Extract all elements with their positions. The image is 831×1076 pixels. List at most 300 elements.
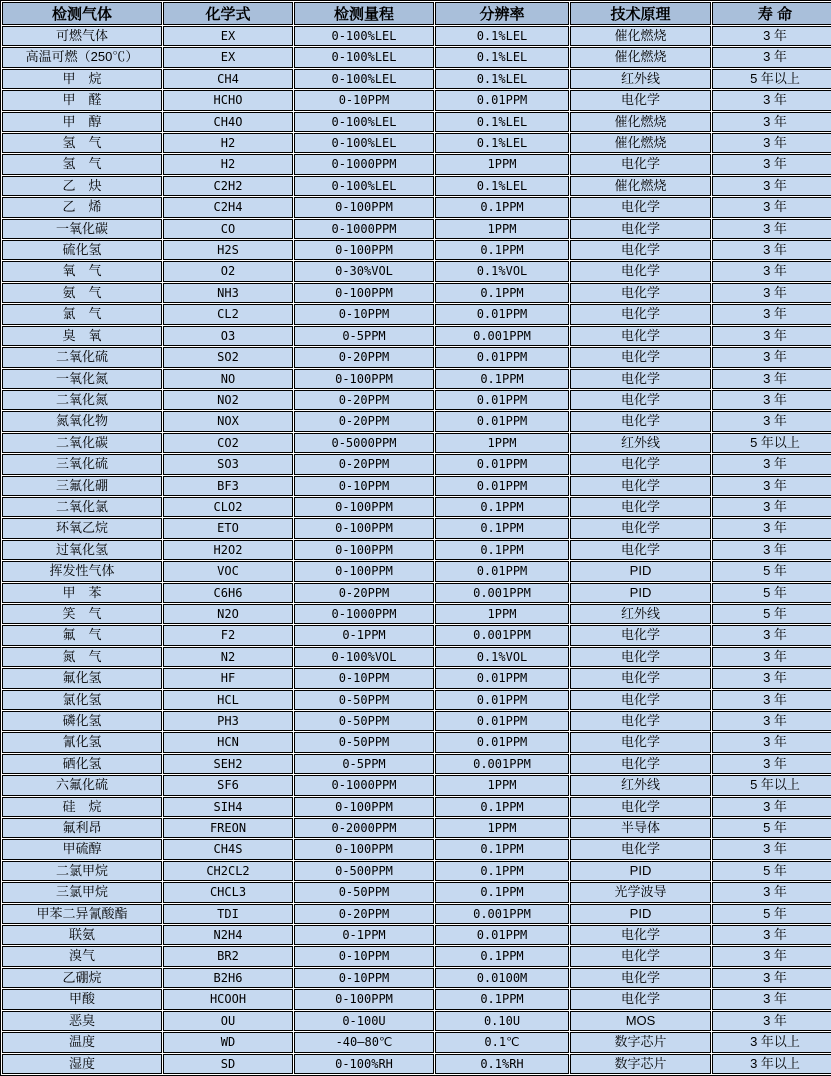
lifespan-cell: 3 年 bbox=[712, 47, 831, 67]
range-cell: 0-10PPM bbox=[294, 90, 434, 110]
gas-name-cell: 高温可燃（250℃） bbox=[2, 47, 162, 67]
table-row bbox=[2, 732, 831, 752]
principle-cell: 红外线 bbox=[570, 69, 711, 89]
gas-name-cell: 甲硫醇 bbox=[2, 839, 162, 859]
principle-cell: 催化燃烧 bbox=[570, 133, 711, 153]
lifespan-cell: 3 年 bbox=[712, 968, 831, 988]
resolution-cell: 0.01PPM bbox=[435, 454, 569, 474]
gas-name-cell: 二氧化硫 bbox=[2, 347, 162, 367]
range-cell: 0-100PPM bbox=[294, 518, 434, 538]
principle-cell: 电化学 bbox=[570, 797, 711, 817]
principle-cell: 电化学 bbox=[570, 625, 711, 645]
lifespan-cell: 3 年 bbox=[712, 133, 831, 153]
gas-name-cell: 硫化氢 bbox=[2, 240, 162, 260]
lifespan-cell: 3 年 bbox=[712, 518, 831, 538]
range-cell: 0-1000PPM bbox=[294, 604, 434, 624]
principle-cell: 光学波导 bbox=[570, 882, 711, 902]
lifespan-cell: 3 年 bbox=[712, 540, 831, 560]
range-cell: 0-100PPM bbox=[294, 989, 434, 1009]
lifespan-cell: 5 年以上 bbox=[712, 775, 831, 795]
range-cell: 0-50PPM bbox=[294, 690, 434, 710]
gas-name-cell: 氰化氢 bbox=[2, 732, 162, 752]
lifespan-cell: 3 年 bbox=[712, 240, 831, 260]
table-row bbox=[2, 304, 831, 324]
lifespan-cell: 3 年 bbox=[712, 347, 831, 367]
formula-cell: H2S bbox=[163, 240, 293, 260]
lifespan-cell: 3 年 bbox=[712, 839, 831, 859]
table-row bbox=[2, 946, 831, 966]
lifespan-cell: 3 年 bbox=[712, 754, 831, 774]
resolution-cell: 1PPM bbox=[435, 433, 569, 453]
resolution-cell: 0.1PPM bbox=[435, 882, 569, 902]
table-row bbox=[2, 668, 831, 688]
gas-name-cell: 氢 气 bbox=[2, 133, 162, 153]
table-row bbox=[2, 925, 831, 945]
gas-name-cell: 环氧乙烷 bbox=[2, 518, 162, 538]
resolution-cell: 0.01PPM bbox=[435, 90, 569, 110]
principle-cell: 红外线 bbox=[570, 433, 711, 453]
lifespan-cell: 3 年 bbox=[712, 90, 831, 110]
gas-name-cell: 甲 醛 bbox=[2, 90, 162, 110]
range-cell: 0-100PPM bbox=[294, 497, 434, 517]
table-row bbox=[2, 26, 831, 46]
range-cell: 0-5000PPM bbox=[294, 433, 434, 453]
gas-name-cell: 联氨 bbox=[2, 925, 162, 945]
formula-cell: HCOOH bbox=[163, 989, 293, 1009]
range-cell: 0-1000PPM bbox=[294, 219, 434, 239]
table-row bbox=[2, 69, 831, 89]
resolution-cell: 0.1%LEL bbox=[435, 133, 569, 153]
range-cell: 0-100PPM bbox=[294, 839, 434, 859]
gas-name-cell: 六氟化硫 bbox=[2, 775, 162, 795]
formula-cell: HCHO bbox=[163, 90, 293, 110]
table-body bbox=[2, 26, 831, 1074]
formula-cell: CH2CL2 bbox=[163, 861, 293, 881]
table-row bbox=[2, 1032, 831, 1052]
formula-cell: CL2 bbox=[163, 304, 293, 324]
table-row bbox=[2, 561, 831, 581]
range-cell: 0-100PPM bbox=[294, 240, 434, 260]
gas-name-cell: 磷化氢 bbox=[2, 711, 162, 731]
formula-cell: EX bbox=[163, 26, 293, 46]
lifespan-cell: 3 年 bbox=[712, 732, 831, 752]
resolution-cell: 0.01PPM bbox=[435, 690, 569, 710]
resolution-cell: 0.0100M bbox=[435, 968, 569, 988]
range-cell: 0-100%RH bbox=[294, 1054, 434, 1074]
table-row bbox=[2, 839, 831, 859]
principle-cell: 电化学 bbox=[570, 946, 711, 966]
range-cell: 0-100%LEL bbox=[294, 112, 434, 132]
resolution-cell: 1PPM bbox=[435, 219, 569, 239]
resolution-cell: 0.01PPM bbox=[435, 668, 569, 688]
gas-name-cell: 硅 烷 bbox=[2, 797, 162, 817]
formula-cell: HF bbox=[163, 668, 293, 688]
resolution-cell: 0.1%LEL bbox=[435, 176, 569, 196]
resolution-cell: 0.1%LEL bbox=[435, 47, 569, 67]
range-cell: 0-20PPM bbox=[294, 411, 434, 431]
principle-cell: 催化燃烧 bbox=[570, 26, 711, 46]
table-row bbox=[2, 154, 831, 174]
principle-cell: 电化学 bbox=[570, 690, 711, 710]
gas-name-cell: 甲酸 bbox=[2, 989, 162, 1009]
resolution-cell: 1PPM bbox=[435, 604, 569, 624]
resolution-cell: 0.001PPM bbox=[435, 904, 569, 924]
gas-name-cell: 臭 氧 bbox=[2, 326, 162, 346]
gas-name-cell: 二氧化氮 bbox=[2, 390, 162, 410]
table-row bbox=[2, 390, 831, 410]
resolution-cell: 0.01PPM bbox=[435, 476, 569, 496]
gas-name-cell: 过氧化氢 bbox=[2, 540, 162, 560]
gas-name-cell: 溴气 bbox=[2, 946, 162, 966]
principle-cell: 电化学 bbox=[570, 283, 711, 303]
lifespan-cell: 3 年 bbox=[712, 154, 831, 174]
gas-name-cell: 硒化氢 bbox=[2, 754, 162, 774]
formula-cell: N2O bbox=[163, 604, 293, 624]
range-cell: 0-10PPM bbox=[294, 946, 434, 966]
resolution-cell: 0.1%LEL bbox=[435, 112, 569, 132]
table-row bbox=[2, 326, 831, 346]
lifespan-cell: 3 年 bbox=[712, 112, 831, 132]
lifespan-cell: 5 年以上 bbox=[712, 69, 831, 89]
principle-cell: 电化学 bbox=[570, 326, 711, 346]
resolution-cell: 0.001PPM bbox=[435, 326, 569, 346]
formula-cell: ETO bbox=[163, 518, 293, 538]
table-row bbox=[2, 775, 831, 795]
resolution-cell: 0.001PPM bbox=[435, 625, 569, 645]
table-row bbox=[2, 497, 831, 517]
principle-cell: 红外线 bbox=[570, 775, 711, 795]
formula-cell: CHCL3 bbox=[163, 882, 293, 902]
formula-cell: H2O2 bbox=[163, 540, 293, 560]
table-row bbox=[2, 47, 831, 67]
range-cell: 0-10PPM bbox=[294, 476, 434, 496]
table-row bbox=[2, 540, 831, 560]
principle-cell: 电化学 bbox=[570, 240, 711, 260]
resolution-cell: 0.1PPM bbox=[435, 797, 569, 817]
gas-name-cell: 笑 气 bbox=[2, 604, 162, 624]
table-row bbox=[2, 647, 831, 667]
lifespan-cell: 3 年 bbox=[712, 369, 831, 389]
resolution-cell: 0.01PPM bbox=[435, 711, 569, 731]
resolution-cell: 0.001PPM bbox=[435, 754, 569, 774]
resolution-cell: 0.1%VOL bbox=[435, 261, 569, 281]
range-cell: 0-1000PPM bbox=[294, 154, 434, 174]
table-row bbox=[2, 583, 831, 603]
table-row bbox=[2, 754, 831, 774]
lifespan-cell: 3 年以上 bbox=[712, 1054, 831, 1074]
range-cell: 0-100%LEL bbox=[294, 26, 434, 46]
principle-cell: 电化学 bbox=[570, 219, 711, 239]
lifespan-cell: 5 年 bbox=[712, 604, 831, 624]
formula-cell: TDI bbox=[163, 904, 293, 924]
range-cell: 0-100U bbox=[294, 1011, 434, 1031]
principle-cell: PID bbox=[570, 561, 711, 581]
lifespan-cell: 3 年 bbox=[712, 797, 831, 817]
range-cell: 0-100%LEL bbox=[294, 133, 434, 153]
gas-name-cell: 氮 气 bbox=[2, 647, 162, 667]
principle-cell: 电化学 bbox=[570, 925, 711, 945]
resolution-cell: 0.1PPM bbox=[435, 540, 569, 560]
principle-cell: 电化学 bbox=[570, 304, 711, 324]
lifespan-cell: 3 年 bbox=[712, 882, 831, 902]
formula-cell: SEH2 bbox=[163, 754, 293, 774]
range-cell: 0-10PPM bbox=[294, 304, 434, 324]
column-header-range: 检测量程 bbox=[294, 2, 434, 25]
gas-name-cell: 二氯甲烷 bbox=[2, 861, 162, 881]
lifespan-cell: 3 年 bbox=[712, 454, 831, 474]
formula-cell: HCL bbox=[163, 690, 293, 710]
range-cell: 0-2000PPM bbox=[294, 818, 434, 838]
gas-name-cell: 氨 气 bbox=[2, 283, 162, 303]
lifespan-cell: 3 年 bbox=[712, 326, 831, 346]
resolution-cell: 0.1PPM bbox=[435, 839, 569, 859]
principle-cell: 电化学 bbox=[570, 497, 711, 517]
lifespan-cell: 3 年 bbox=[712, 1011, 831, 1031]
table-row bbox=[2, 90, 831, 110]
header-row bbox=[2, 2, 831, 25]
principle-cell: 电化学 bbox=[570, 647, 711, 667]
range-cell: 0-1PPM bbox=[294, 925, 434, 945]
principle-cell: 电化学 bbox=[570, 989, 711, 1009]
gas-name-cell: 可燃气体 bbox=[2, 26, 162, 46]
range-cell: 0-20PPM bbox=[294, 390, 434, 410]
formula-cell: NO bbox=[163, 369, 293, 389]
lifespan-cell: 3 年 bbox=[712, 711, 831, 731]
formula-cell: NO2 bbox=[163, 390, 293, 410]
range-cell: 0-20PPM bbox=[294, 583, 434, 603]
formula-cell: OU bbox=[163, 1011, 293, 1031]
table-row bbox=[2, 240, 831, 260]
formula-cell: SIH4 bbox=[163, 797, 293, 817]
formula-cell: VOC bbox=[163, 561, 293, 581]
column-header-resolution: 分辨率 bbox=[435, 2, 569, 25]
gas-name-cell: 三氟化硼 bbox=[2, 476, 162, 496]
table-header-row bbox=[2, 2, 831, 25]
formula-cell: C2H4 bbox=[163, 197, 293, 217]
resolution-cell: 0.1PPM bbox=[435, 369, 569, 389]
gas-name-cell: 氯 气 bbox=[2, 304, 162, 324]
resolution-cell: 0.1PPM bbox=[435, 283, 569, 303]
table-row bbox=[2, 797, 831, 817]
table-row bbox=[2, 904, 831, 924]
column-header-gas: 检测气体 bbox=[2, 2, 162, 25]
lifespan-cell: 3 年 bbox=[712, 476, 831, 496]
formula-cell: NH3 bbox=[163, 283, 293, 303]
range-cell: 0-100%VOL bbox=[294, 647, 434, 667]
principle-cell: 电化学 bbox=[570, 476, 711, 496]
resolution-cell: 1PPM bbox=[435, 818, 569, 838]
principle-cell: 电化学 bbox=[570, 411, 711, 431]
range-cell: 0-1PPM bbox=[294, 625, 434, 645]
table-row bbox=[2, 818, 831, 838]
formula-cell: BR2 bbox=[163, 946, 293, 966]
range-cell: 0-100%LEL bbox=[294, 176, 434, 196]
table-row bbox=[2, 518, 831, 538]
table-row bbox=[2, 176, 831, 196]
principle-cell: 半导体 bbox=[570, 818, 711, 838]
gas-name-cell: 二氧化氯 bbox=[2, 497, 162, 517]
principle-cell: 电化学 bbox=[570, 347, 711, 367]
formula-cell: C6H6 bbox=[163, 583, 293, 603]
table-row bbox=[2, 261, 831, 281]
resolution-cell: 0.1PPM bbox=[435, 946, 569, 966]
gas-name-cell: 乙硼烷 bbox=[2, 968, 162, 988]
formula-cell: O3 bbox=[163, 326, 293, 346]
table-row bbox=[2, 625, 831, 645]
principle-cell: 电化学 bbox=[570, 518, 711, 538]
table-row bbox=[2, 882, 831, 902]
resolution-cell: 0.1PPM bbox=[435, 197, 569, 217]
gas-name-cell: 挥发性气体 bbox=[2, 561, 162, 581]
principle-cell: 红外线 bbox=[570, 604, 711, 624]
formula-cell: SD bbox=[163, 1054, 293, 1074]
range-cell: 0-30%VOL bbox=[294, 261, 434, 281]
lifespan-cell: 5 年 bbox=[712, 861, 831, 881]
lifespan-cell: 3 年 bbox=[712, 390, 831, 410]
gas-name-cell: 乙 炔 bbox=[2, 176, 162, 196]
table-row bbox=[2, 604, 831, 624]
lifespan-cell: 3 年 bbox=[712, 26, 831, 46]
range-cell: 0-1000PPM bbox=[294, 775, 434, 795]
range-cell: 0-20PPM bbox=[294, 454, 434, 474]
resolution-cell: 0.10U bbox=[435, 1011, 569, 1031]
lifespan-cell: 5 年 bbox=[712, 561, 831, 581]
lifespan-cell: 3 年 bbox=[712, 647, 831, 667]
lifespan-cell: 3 年 bbox=[712, 989, 831, 1009]
lifespan-cell: 3 年 bbox=[712, 690, 831, 710]
range-cell: 0-5PPM bbox=[294, 326, 434, 346]
range-cell: 0-10PPM bbox=[294, 968, 434, 988]
lifespan-cell: 3 年 bbox=[712, 925, 831, 945]
table-row bbox=[2, 989, 831, 1009]
gas-name-cell: 甲 烷 bbox=[2, 69, 162, 89]
principle-cell: 电化学 bbox=[570, 261, 711, 281]
lifespan-cell: 3 年 bbox=[712, 219, 831, 239]
gas-name-cell: 二氧化碳 bbox=[2, 433, 162, 453]
table-row bbox=[2, 219, 831, 239]
resolution-cell: 1PPM bbox=[435, 154, 569, 174]
lifespan-cell: 3 年 bbox=[712, 283, 831, 303]
lifespan-cell: 3 年 bbox=[712, 176, 831, 196]
principle-cell: 电化学 bbox=[570, 754, 711, 774]
lifespan-cell: 3 年 bbox=[712, 668, 831, 688]
resolution-cell: 0.01PPM bbox=[435, 732, 569, 752]
resolution-cell: 0.1PPM bbox=[435, 518, 569, 538]
table-row bbox=[2, 283, 831, 303]
formula-cell: PH3 bbox=[163, 711, 293, 731]
formula-cell: CLO2 bbox=[163, 497, 293, 517]
lifespan-cell: 3 年 bbox=[712, 497, 831, 517]
resolution-cell: 0.1PPM bbox=[435, 989, 569, 1009]
resolution-cell: 0.1℃ bbox=[435, 1032, 569, 1052]
gas-name-cell: 甲 苯 bbox=[2, 583, 162, 603]
range-cell: 0-20PPM bbox=[294, 347, 434, 367]
formula-cell: N2 bbox=[163, 647, 293, 667]
formula-cell: C2H2 bbox=[163, 176, 293, 196]
resolution-cell: 0.01PPM bbox=[435, 347, 569, 367]
table-row bbox=[2, 411, 831, 431]
formula-cell: WD bbox=[163, 1032, 293, 1052]
formula-cell: NOX bbox=[163, 411, 293, 431]
table-row bbox=[2, 690, 831, 710]
gas-name-cell: 氢 气 bbox=[2, 154, 162, 174]
principle-cell: 电化学 bbox=[570, 668, 711, 688]
table-row bbox=[2, 454, 831, 474]
gas-name-cell: 氟 气 bbox=[2, 625, 162, 645]
formula-cell: SF6 bbox=[163, 775, 293, 795]
resolution-cell: 0.1%LEL bbox=[435, 69, 569, 89]
table-row bbox=[2, 476, 831, 496]
resolution-cell: 0.1PPM bbox=[435, 497, 569, 517]
principle-cell: 数字芯片 bbox=[570, 1054, 711, 1074]
lifespan-cell: 3 年 bbox=[712, 411, 831, 431]
lifespan-cell: 5 年 bbox=[712, 583, 831, 603]
principle-cell: 电化学 bbox=[570, 839, 711, 859]
range-cell: 0-100PPM bbox=[294, 540, 434, 560]
range-cell: 0-100%LEL bbox=[294, 69, 434, 89]
resolution-cell: 0.1%VOL bbox=[435, 647, 569, 667]
resolution-cell: 0.01PPM bbox=[435, 304, 569, 324]
range-cell: 0-100PPM bbox=[294, 561, 434, 581]
formula-cell: CH4O bbox=[163, 112, 293, 132]
table-row bbox=[2, 968, 831, 988]
principle-cell: 电化学 bbox=[570, 154, 711, 174]
formula-cell: SO3 bbox=[163, 454, 293, 474]
lifespan-cell: 3 年以上 bbox=[712, 1032, 831, 1052]
column-header-principle: 技术原理 bbox=[570, 2, 711, 25]
formula-cell: CH4 bbox=[163, 69, 293, 89]
range-cell: 0-500PPM bbox=[294, 861, 434, 881]
gas-name-cell: 一氧化氮 bbox=[2, 369, 162, 389]
range-cell: 0-50PPM bbox=[294, 711, 434, 731]
gas-name-cell: 温度 bbox=[2, 1032, 162, 1052]
formula-cell: HCN bbox=[163, 732, 293, 752]
table-row bbox=[2, 112, 831, 132]
column-header-lifespan: 寿 命 bbox=[712, 2, 831, 25]
principle-cell: MOS bbox=[570, 1011, 711, 1031]
principle-cell: 电化学 bbox=[570, 732, 711, 752]
principle-cell: PID bbox=[570, 904, 711, 924]
formula-cell: H2 bbox=[163, 133, 293, 153]
resolution-cell: 0.01PPM bbox=[435, 390, 569, 410]
range-cell: 0-100PPM bbox=[294, 369, 434, 389]
range-cell: 0-100%LEL bbox=[294, 47, 434, 67]
gas-name-cell: 氮氧化物 bbox=[2, 411, 162, 431]
principle-cell: 电化学 bbox=[570, 90, 711, 110]
lifespan-cell: 5 年 bbox=[712, 818, 831, 838]
formula-cell: H2 bbox=[163, 154, 293, 174]
principle-cell: 电化学 bbox=[570, 197, 711, 217]
lifespan-cell: 3 年 bbox=[712, 304, 831, 324]
table-row bbox=[2, 861, 831, 881]
formula-cell: F2 bbox=[163, 625, 293, 645]
formula-cell: BF3 bbox=[163, 476, 293, 496]
table-row bbox=[2, 197, 831, 217]
gas-name-cell: 三氯甲烷 bbox=[2, 882, 162, 902]
gas-name-cell: 三氧化硫 bbox=[2, 454, 162, 474]
principle-cell: 电化学 bbox=[570, 711, 711, 731]
principle-cell: 催化燃烧 bbox=[570, 112, 711, 132]
range-cell: 0-50PPM bbox=[294, 882, 434, 902]
principle-cell: 电化学 bbox=[570, 390, 711, 410]
lifespan-cell: 5 年以上 bbox=[712, 433, 831, 453]
gas-name-cell: 氧 气 bbox=[2, 261, 162, 281]
table-row bbox=[2, 347, 831, 367]
gas-name-cell: 湿度 bbox=[2, 1054, 162, 1074]
range-cell: 0-100PPM bbox=[294, 797, 434, 817]
lifespan-cell: 5 年 bbox=[712, 904, 831, 924]
range-cell: 0-20PPM bbox=[294, 904, 434, 924]
